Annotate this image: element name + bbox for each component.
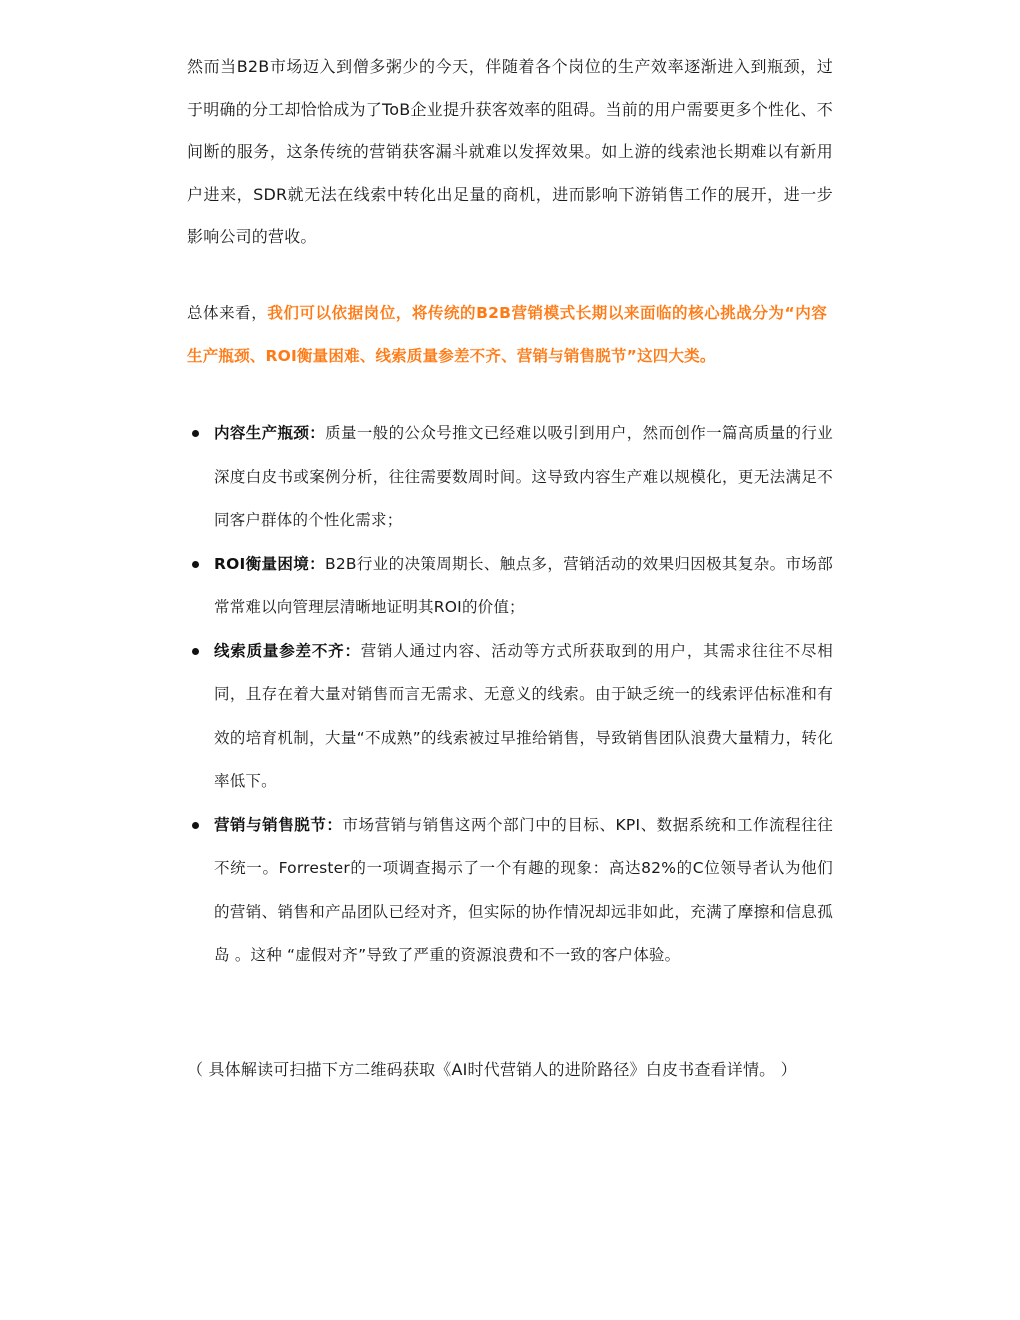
list-item-text: 质量一般的公众号推文已经难以吸引到用户，然而创作一篇高质量的行业深度白皮书或案例分析，往往需要数周时间。这导致内容生产难以规模化，更无法满足不同客户群体的个性化需求； (214, 424, 833, 529)
bullet-icon (192, 822, 199, 829)
bullet-icon (192, 561, 199, 568)
summary-highlight: 我们可以依据岗位，将传统的B2B营销模式长期以来面临的核心挑战分为“内容生产瓶颈、ROI衡量困难、线索质量参差不齐、营销与销售脱节”这四大类。 (187, 304, 827, 365)
list-item-text: 营销人通过内容、活动等方式所获取到的用户，其需求往往不尽相同，且存在着大量对销售而言无需求、无意义的线索。由于缺乏统一的线索评估标准和有效的培育机制，大量“不成熟”的线索被过早推给销售，导致销售团队浪费大量精力，转化率低下。 (214, 641, 833, 790)
list-item-text: B2B行业的决策周期长、触点多，营销活动的效果归因极其复杂。市场部常常难以向管理层清晰地证明其ROI的价值； (214, 554, 833, 616)
list-item-lead-quality (187, 630, 833, 804)
list-item-content-bottleneck (187, 412, 833, 543)
list-item-term: ROI衡量困境： (214, 554, 326, 573)
list-item-roi (187, 543, 833, 630)
challenge-list (187, 412, 833, 978)
summary-lead: 总体来看， (187, 304, 268, 322)
bullet-icon (192, 648, 199, 655)
intro-paragraph: 然而当B2B市场迈入到僧多粥少的今天，伴随着各个岗位的生产效率逐渐进入到瓶颈，过于明确的分工却恰恰成为了ToB企业提升获客效率的阻碍。当前的用户需要更多个性化、不间断的服务，这条传统的营销获客漏斗就难以发挥效果。如上游的线索池长期难以有新用户进来，SDR就无法在线索中转化出足量的商机，进而影响下游销售工作的展开，进一步影响公司的营收。 (187, 57, 833, 246)
summary-paragraph (187, 292, 827, 378)
whitepaper-note: （ 具体解读可扫描下方二维码获取《AI时代营销人的进阶路径》白皮书查看详情。 ） (187, 1060, 797, 1079)
list-item-text: 市场营销与销售这两个部门中的目标、KPI、数据系统和工作流程往往不统一。Forrester的一项调查揭示了一个有趣的现象：高达82%的C位领导者认为他们的营销、销售和产品团队已经对齐，但实际的协作情况却远非如此，充满了摩擦和信息孤岛 。这种 “虚假对齐”导致了严重的资源浪费和不一致的客户体验。 (214, 815, 833, 964)
list-item-term: 线索质量参差不齐： (214, 641, 361, 660)
bullet-icon (192, 430, 199, 437)
list-item-term: 内容生产瓶颈： (214, 424, 326, 442)
list-item-marketing-sales-gap (187, 804, 833, 978)
list-item-term: 营销与销售脱节： (214, 815, 343, 834)
